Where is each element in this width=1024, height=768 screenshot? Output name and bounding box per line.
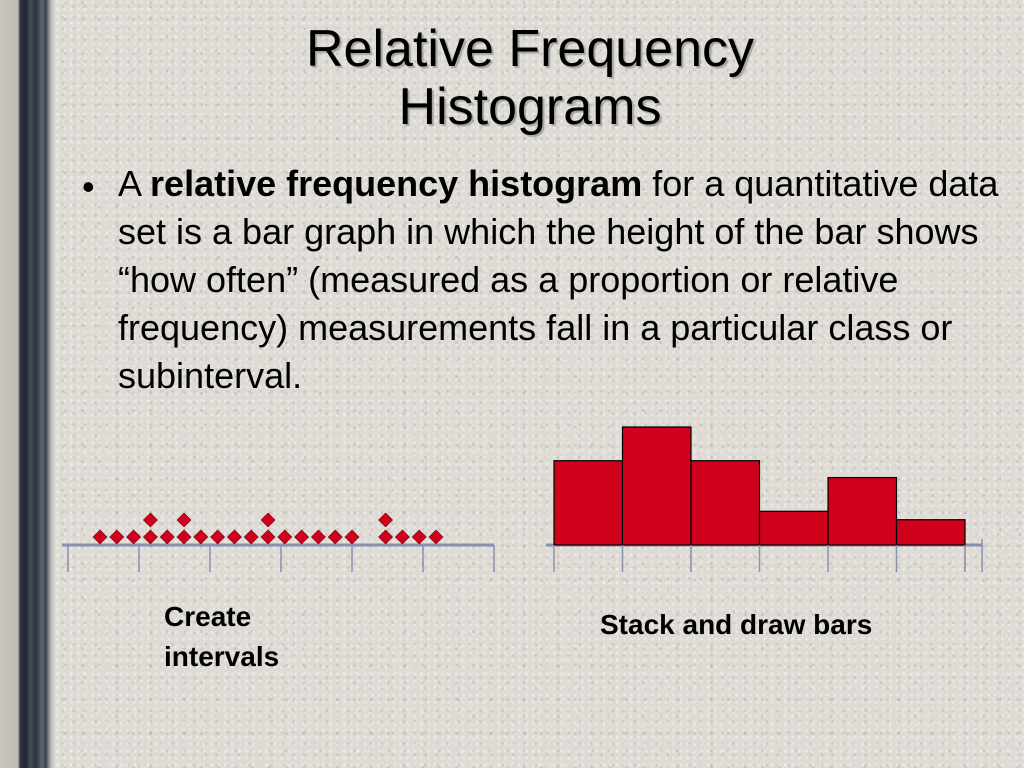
histogram-bar — [828, 478, 897, 545]
data-point-diamond — [295, 530, 309, 544]
data-point-diamond — [177, 530, 191, 544]
body-rest: for a quantitative data set is a bar graph in which the height of the bar shows “how often” (measured as a proportion or relative frequency) measurements fall in a particular class or subinterval. — [118, 163, 999, 396]
data-point-diamond — [143, 530, 157, 544]
data-point-diamond — [194, 530, 208, 544]
data-point-diamond — [412, 530, 426, 544]
data-point-diamond — [160, 530, 174, 544]
data-point-diamond — [143, 513, 157, 527]
data-point-diamond — [127, 530, 141, 544]
data-point-diamond — [328, 530, 342, 544]
histogram-bar — [691, 461, 760, 545]
data-point-diamond — [261, 530, 275, 544]
histogram-bar — [897, 520, 966, 545]
data-point-diamond — [379, 530, 393, 544]
caption-stack-draw-bars: Stack and draw bars — [600, 609, 873, 640]
data-point-diamond — [345, 530, 359, 544]
data-point-diamond — [244, 530, 258, 544]
data-point-diamond — [110, 530, 124, 544]
data-point-diamond — [227, 530, 241, 544]
title-line-1: Relative Frequency — [306, 20, 754, 78]
data-point-diamond — [261, 513, 275, 527]
data-point-diamond — [93, 530, 107, 544]
histogram-bar — [760, 511, 829, 545]
data-point-diamond — [379, 513, 393, 527]
data-point-diamond — [177, 513, 191, 527]
title-line-2: Histograms — [398, 78, 662, 136]
data-point-diamond — [278, 530, 292, 544]
data-point-diamond — [211, 530, 225, 544]
body-bold-term: relative frequency histogram — [150, 163, 643, 204]
bullet-marker: • — [82, 166, 95, 207]
histogram-bar — [554, 461, 623, 545]
data-point-diamond — [395, 530, 409, 544]
data-point-diamond — [311, 530, 325, 544]
caption-create-intervals: Create intervals — [164, 601, 280, 672]
body-prefix: A — [118, 163, 151, 204]
data-point-diamond — [429, 530, 443, 544]
histogram-bar — [623, 427, 692, 545]
